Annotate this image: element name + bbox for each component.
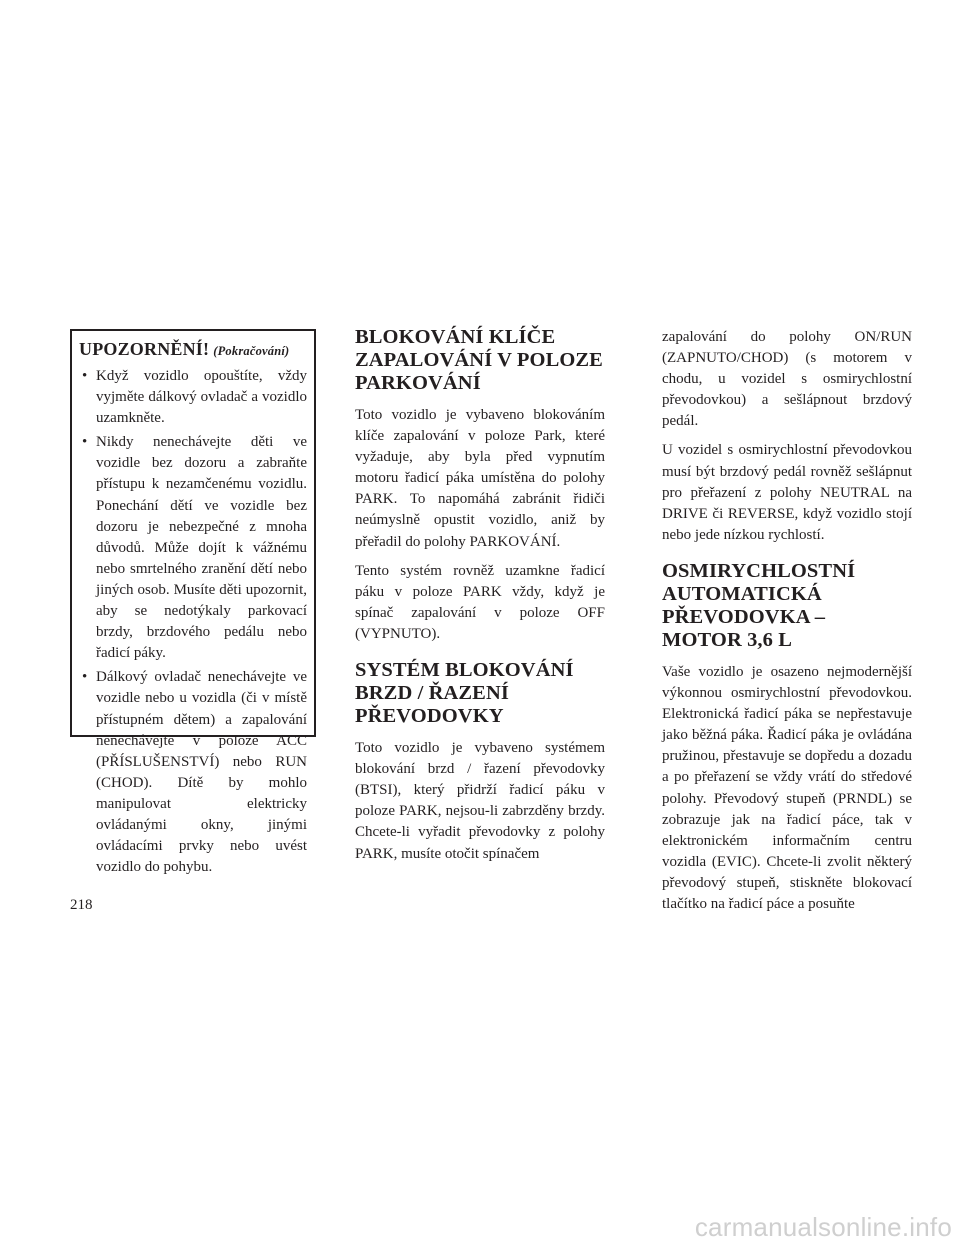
- page-number: 218: [70, 897, 93, 913]
- paragraph-transmission-1: Vaše vozidlo je osazeno nejmodernější výkonnou osmirychlostní převodovkou. Elektronická řadicí páka se nepřestavuje jako běžná páka. Řadicí páka je ovládána pružinou, přestavuje se dopředu a dozadu a po přeřazení se vždy vrátí do středové polohy. Převodový stupeň (PRNDL) se zobrazuje jak na řadicí páce, tak v elektronickém informačním centru vozidla (EVIC). Chcete-li zvolit některý převodový stupeň, stiskněte blokovací tlačítko na řadicí páce a posuňte: [662, 663, 912, 912]
- warning-bullet-text: Když vozidlo opouštíte, vždy vyjměte dálkový ovladač a vozidlo uzamkněte.: [96, 368, 307, 427]
- heading-key-lock: BLOKOVÁNÍ KLÍČE ZAPALOVÁNÍ V POLOZE PARKOVÁNÍ: [355, 326, 603, 394]
- heading-transmission: OSMIRYCHLOSTNÍ AUTOMATICKÁ PŘEVODOVKA – MOTOR 3,6 L: [662, 559, 856, 651]
- bullet-icon: •: [82, 434, 88, 451]
- warning-bullet-item: [79, 432, 307, 664]
- warning-bullet-list: [79, 366, 307, 878]
- right-column: [662, 326, 912, 923]
- bullet-icon: •: [82, 368, 88, 384]
- paragraph-key-lock-2: Tento systém rovněž uzamkne řadicí páku v poloze PARK vždy, když je spínač zapalování v poloze OFF (VYPNUTO).: [355, 562, 605, 642]
- warning-title: [79, 339, 307, 360]
- warning-box: [70, 329, 316, 876]
- watermark: carmanualsonline.info: [694, 1212, 952, 1242]
- bullet-icon: •: [82, 669, 88, 686]
- middle-column: [355, 326, 605, 873]
- warning-title-text: UPOZORNĚNÍ!: [79, 339, 210, 359]
- paragraph-key-lock-1: Toto vozidlo je vybaveno blokováním klíče zapalování v poloze Park, které vyžaduje, aby byla před vypnutím motoru řadicí páka umístěna do polohy PARK. To napomáhá zabránit řidiči neúmyslně opustit vozidlo, aniž by přeřadil do polohy PARKOVÁNÍ.: [355, 407, 605, 550]
- warning-bullet-item: [79, 667, 307, 878]
- paragraph-btsi-2: U vozidel s osmirychlostní převodovkou musí být brzdový pedál rovněž sešlápnut pro přeřazení z polohy NEUTRAL na DRIVE či REVERSE, když vozidlo stojí nebo jede nízkou rychlostí.: [662, 442, 912, 543]
- paragraph-btsi-1-continued: zapalování do polohy ON/RUN (ZAPNUTO/CHOD) (s motorem v chodu, u vozidel s osmirychlostní převodovkou) a sešlápnout brzdový pedál.: [662, 329, 912, 430]
- warning-bullet-text: Dálkový ovladač nenechávejte ve vozidle nebo u vozidla (či v místě přístupném dětem) a zapalování nenechávejte v poloze ACC (PŘÍSLUŠENSTVÍ) nebo RUN (CHOD). Dítě by mohlo manipulovat elektricky ovládanými okny, jinými ovládacími prvky nebo uvést vozidlo do pohybu.: [96, 669, 307, 876]
- warning-bullet-item: [79, 366, 307, 429]
- warning-bullet-text: Nikdy nenechávejte děti ve vozidle bez dozoru a zabraňte přístupu k nezamčenému vozidlu. Ponechání dětí ve vozidle bez dozoru je nebezpečné z mnoha důvodů. Může dojít k vážnému nebo smrtelného zranění dětí nebo jiných osob. Musíte děti upozornit, aby se nedotýkaly parkovací brzdy, brzdového pedálu nebo řadicí páky.: [96, 434, 307, 662]
- warning-continued-label: (Pokračování): [213, 344, 290, 358]
- heading-btsi: SYSTÉM BLOKOVÁNÍ BRZD / ŘAZENÍ PŘEVODOVKY: [355, 659, 574, 728]
- paragraph-btsi-1: Toto vozidlo je vybaveno systémem blokování brzd / řazení převodovky (BTSI), který přidrží řadicí páku v poloze PARK, nejsou-li zabrzděny brzdy. Chcete-li vyřadit převodovky z polohy PARK, musíte otočit spínačem: [355, 740, 605, 862]
